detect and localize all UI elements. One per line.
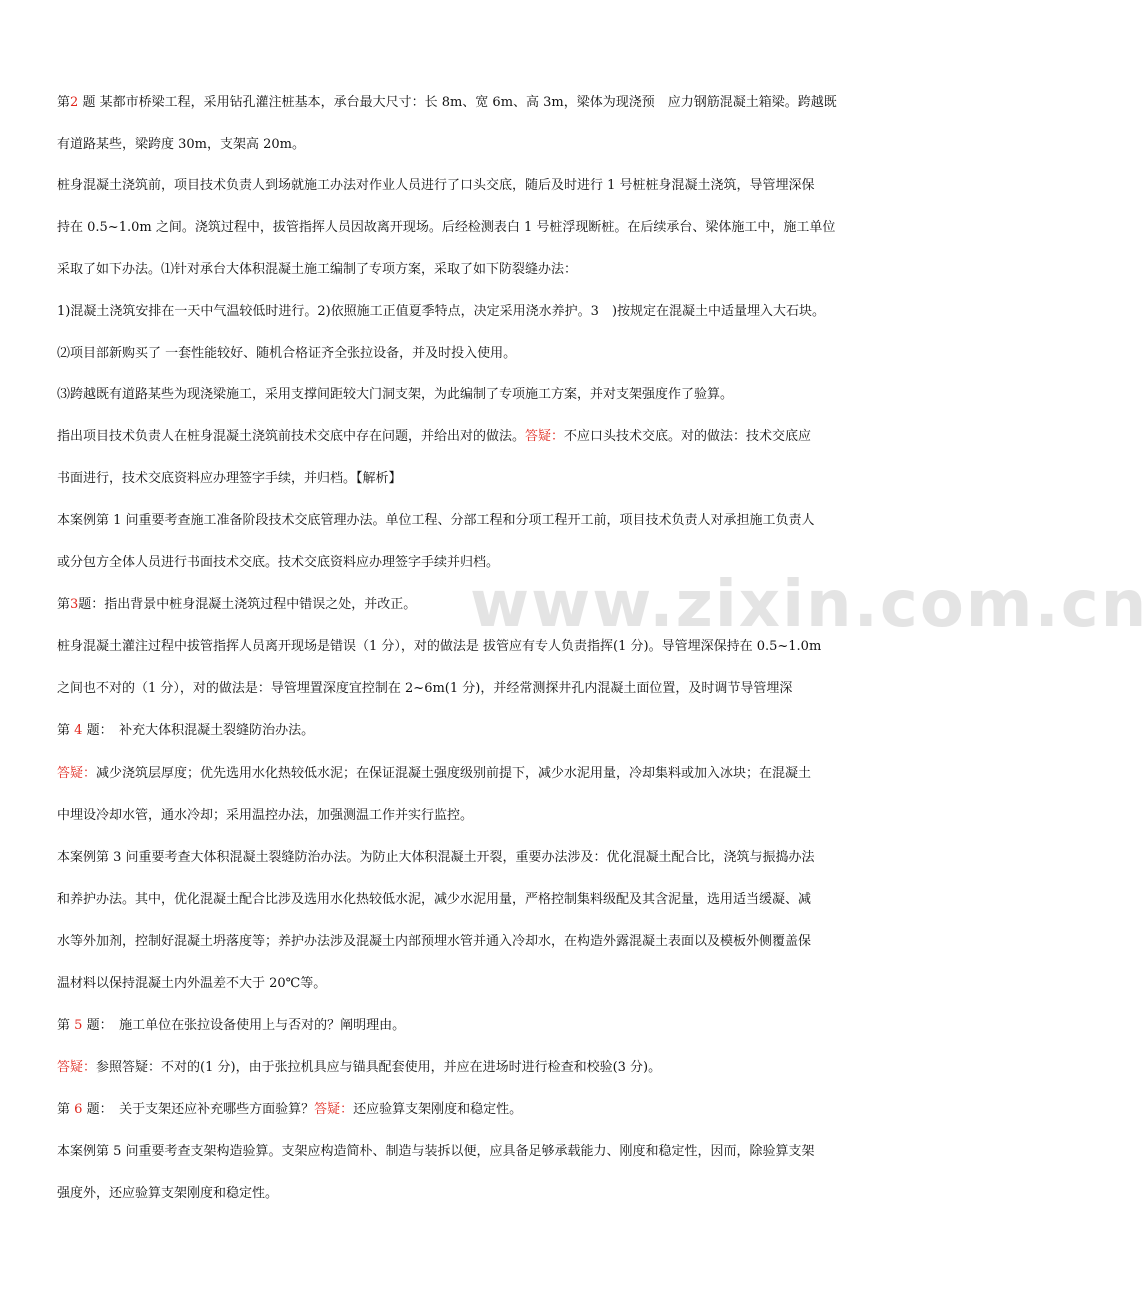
- q2-title-line-2: 有道路某些，梁跨度 30m，支架高 20m。: [57, 137, 306, 152]
- q4-answer-line-2: 中埋设冷却水管，通水冷却；采用温控办法，加强测温工作并实行监控。: [57, 808, 474, 823]
- q4-explanation-line: 水等外加剂，控制好混凝土坍落度等；养护办法涉及混凝土内部预埋水管并通入冷却水，在构造外露混凝土表面以及模板外侧覆盖保: [57, 934, 812, 949]
- q5-prefix: 第: [57, 1018, 71, 1033]
- q4-answer-text: 减少浇筑层厚度；优先选用水化热较低水泥；在保证混凝土强度级别前提下，减少水泥用量，冷却集料或加入冰块；在混凝土: [96, 766, 812, 781]
- q1-question: 指出项目技术负责人在桩身混凝土浇筑前技术交底中存在问题，并给出对的做法。: [57, 429, 526, 444]
- q6-prefix: 第: [57, 1102, 71, 1117]
- q5-title-line: [57, 1017, 405, 1035]
- q1-explanation-line: 本案例第 1 问重要考查施工准备阶段技术交底管理办法。单位工程、分部工程和分项工程开工前，项目技术负责人对承担施工负责人: [57, 513, 815, 528]
- q4-explanation-line: 本案例第 3 问重要考查大体积混凝土裂缝防治办法。为防止大体积混凝土开裂，重要办法涉及：优化混凝土配合比，浇筑与振捣办法: [57, 850, 815, 865]
- background-paragraph-line: 采取了如下办法。⑴针对承台大体积混凝土施工编制了专项方案，采取了如下防裂缝办法：: [57, 262, 578, 277]
- q6-number: 6: [74, 1102, 83, 1117]
- q6-explanation-line: 本案例第 5 问重要考查支架构造验算。支架应构造简朴、制造与装拆以便，应具备足够承载能力、刚度和稳定性，因而，除验算支架: [57, 1144, 815, 1159]
- q1-answer-label: 答疑：: [525, 429, 565, 444]
- q3-number: 3: [70, 597, 79, 612]
- q5-answer-label: 答疑：: [57, 1060, 97, 1075]
- q4-explanation-line: 和养护办法。其中，优化混凝土配合比涉及选用水化热较低水泥，减少水泥用量，严格控制集料级配及其含泥量，选用适当缓凝、减: [57, 892, 812, 907]
- q4-number: 4: [74, 723, 83, 738]
- measure-3-line: ⑶跨越既有道路某些为现浇梁施工，采用支撑间距较大门洞支架，为此编制了专项施工方案，并对支架强度作了验算。: [57, 387, 734, 402]
- q4-title-text: 题： 补充大体积混凝土裂缝防治办法。: [86, 723, 315, 738]
- watermark: www.zixin.com.cn: [470, 568, 1148, 642]
- q6-explanation-line: 强度外，还应验算支架刚度和稳定性。: [57, 1186, 279, 1201]
- q4-title-line: [57, 722, 314, 740]
- q4-prefix: 第: [57, 723, 71, 738]
- q6-answer-label: 答疑：: [314, 1102, 354, 1117]
- background-paragraph-line: 桩身混凝土浇筑前，项目技术负责人到场就施工办法对作业人员进行了口头交底，随后及时进行 1 号桩桩身混凝土浇筑，导管埋深保: [57, 178, 815, 193]
- q2-prefix: 第: [57, 95, 71, 110]
- q3-title-line: [57, 596, 416, 614]
- q3-title-text: 题：指出背景中桩身混凝土浇筑过程中错误之处，并改正。: [78, 597, 417, 612]
- q1-answer: 不应口头技术交底。对的做法：技术交底应: [564, 429, 812, 444]
- measure-2-line: ⑵项目部新购买了 一套性能较好、随机合格证齐全张拉设备，并及时投入使用。: [57, 346, 517, 361]
- q5-number: 5: [74, 1018, 83, 1033]
- q6-answer-text: 还应验算支架刚度和稳定性。: [353, 1102, 523, 1117]
- measure-1-line: 1)混凝土浇筑安排在一天中气温较低时进行。2)依照施工正值夏季特点，决定采用浇水养护。3 )按规定在混凝土中适量埋入大石块。: [57, 304, 826, 319]
- q2-number: 2: [70, 95, 79, 110]
- q2-title-text: 题 某都市桥梁工程，采用钻孔灌注桩基本，承台最大尺寸：长 8m、宽 6m、高 3m，梁体为现浇预 应力钢筋混凝土箱梁。跨越既: [82, 95, 837, 110]
- background-paragraph-line: 持在 0.5~1.0m 之间。浇筑过程中，拔管指挥人员因故离开现场。后经检测表白 1 号桩浮现断桩。在后续承台、梁体施工中，施工单位: [57, 220, 836, 235]
- q3-answer-line: 之间也不对的（1 分），对的做法是：导管埋置深度宜控制在 2~6m(1 分)，并经常测探井孔内混凝土面位置，及时调节导管埋深: [57, 681, 793, 696]
- q2-title-line: [57, 94, 837, 112]
- q1-explanation-line: 或分包方全体人员进行书面技术交底。技术交底资料应办理签字手续并归档。: [57, 555, 500, 570]
- q4-explanation-line: 温材料以保持混凝土内外温差不大于 20℃等。: [57, 976, 327, 991]
- q6-title-line: [57, 1101, 522, 1119]
- q5-title-text: 题： 施工单位在张拉设备使用上与否对的？阐明理由。: [86, 1018, 406, 1033]
- q3-prefix: 第: [57, 597, 71, 612]
- q1-line: [57, 428, 811, 446]
- q4-answer-line: [57, 765, 811, 783]
- q4-answer-label: 答疑：: [57, 766, 97, 781]
- q6-title-text: 题： 关于支架还应补充哪些方面验算？: [86, 1102, 315, 1117]
- q1-answer-line-2: 书面进行，技术交底资料应办理签字手续，并归档。【解析】: [57, 471, 402, 486]
- q5-answer-text: 参照答疑：不对的(1 分)，由于张拉机具应与锚具配套使用，并应在进场时进行检查和校验(3 分)。: [96, 1060, 662, 1075]
- q5-answer-line: [57, 1059, 661, 1077]
- q3-answer-line: 桩身混凝土灌注过程中拔管指挥人员离开现场是错误（1 分），对的做法是 拔管应有专人负责指挥(1 分)。导管埋深保持在 0.5~1.0m: [57, 639, 822, 654]
